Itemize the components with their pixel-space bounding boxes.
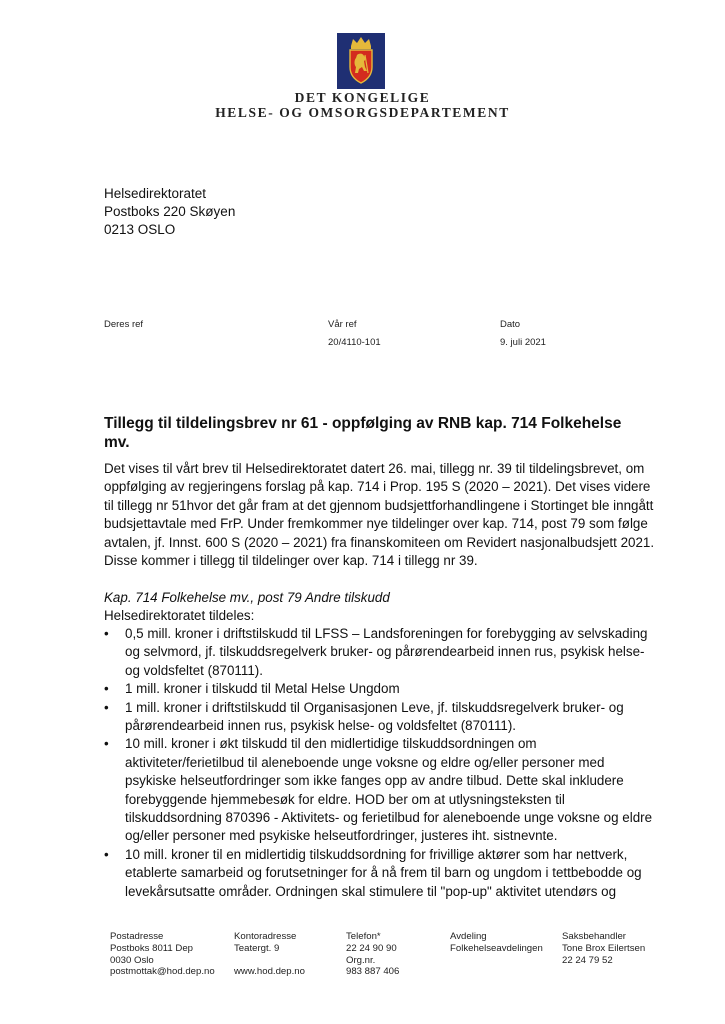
list-item-text: 10 mill. kroner til en midlertidig tilskuddsordning for frivillige aktører som har nettverk, etablerte samarbeid og forutsetninger for å nå frem til barn og ungdom i tettbebodde og levekårsutsatte områder. Ordningen skal stimulere til "pop-up" aktivitet utendørs og (125, 846, 642, 899)
section-heading: Kap. 714 Folkehelse mv., post 79 Andre tilskudd (104, 590, 390, 605)
footer-kontoradresse-label: Kontoradresse (234, 931, 297, 942)
footer-telefon-label: Telefon* (346, 931, 381, 942)
footer-postadresse (110, 931, 215, 978)
list-item-text: 0,5 mill. kroner i driftstilskudd til LFSS – Landsforeningen for forebygging av selvskading og selvmord, jf. tilskuddsregelverk bruker- og pårørendearbeid innen rus, psykisk helse- og voldsfeltet (870111). (125, 626, 648, 678)
list-item (104, 699, 656, 736)
bullet-icon: • (104, 626, 109, 641)
intro-paragraph: Det vises til vårt brev til Helsedirektoratet datert 26. mai, tillegg nr. 39 til tildelingsbrevet, om oppfølging av regjeringens forslag på kap. 714 i Prop. 195 S (2020 – 2021). Det vises videre til tillegg nr 51hvor det går fram at det gjennom budsjettforhandlingene i Stortinget ble inngått budsjettavtale med FrP. Under fremkommer nye tildelinger over kap. 714, post 79 som følge avtalen, jf. Innst. 600 S (2020 – 2021) fra finanskomiteen om Revidert nasjonalbudsjett 2021. Disse kommer i tillegg til tildelinger over kap. 714 i tillegg nr 39. (104, 461, 655, 569)
footer-avdeling-label: Avdeling (450, 931, 487, 942)
list-item-text: 10 mill. kroner i økt tilskudd til den midlertidige tilskuddsordningen om aktiviteter/ferietilbud til aleneboende unge voksne og eldre og/eller personer med psykiske helseutfordringer som ikke fanges opp av andre tilbud. Dette skal inkludere forebyggende hjemmebesøk for eldre. HOD ber om at utlysningsteksten til tilskuddsordning 870396 - Aktivitets- og ferietilbud for aleneboende unge voksne og eldre og/eller personer med psykiske helseutfordringer, justeres iht. sistnevnte. (125, 736, 653, 844)
footer-postboks: Postboks 8011 Dep (110, 942, 194, 954)
footer-street: Teatergt. 9 (234, 942, 280, 954)
footer-email-link[interactable]: postmottak@hod.dep.no (110, 966, 215, 978)
deres-ref-label: Deres ref (104, 319, 144, 330)
letter-title: Tillegg til tildelingsbrev nr 61 - oppfølging av RNB kap. 714 Folkehelse mv. (104, 415, 622, 451)
footer-saksbehandler (562, 931, 645, 966)
dato-value: 9. juli 2021 (500, 337, 546, 348)
footer-telefon (346, 931, 399, 978)
list-item (104, 680, 656, 698)
recipient-city: 0213 OSLO (104, 222, 176, 237)
list-item (104, 846, 656, 901)
footer-saksbehandler-phone: 22 24 79 52 (562, 954, 613, 966)
recipient-name: Helsedirektoratet (104, 186, 207, 201)
section-lead: Helsedirektoratet tildeles: (104, 608, 255, 623)
list-item (104, 735, 656, 845)
recipient-address: Postboks 220 Skøyen (104, 204, 236, 219)
footer-avdeling-value: Folkehelseavdelingen (450, 942, 543, 954)
list-item-text: 1 mill. kroner i driftstilskudd til Organisasjonen Leve, jf. tilskuddsregelverk bruker- og pårørendearbeid innen rus, psykisk helse- og voldsfeltet (870111). (125, 699, 624, 734)
var-ref-label: Vår ref (328, 319, 357, 330)
bullet-icon: • (104, 846, 109, 862)
bullet-icon: • (104, 736, 109, 752)
norwegian-coat-of-arms-icon (337, 33, 385, 89)
footer-saksbehandler-label: Saksbehandler (562, 931, 627, 942)
bullet-icon: • (104, 681, 109, 697)
bullet-icon: • (104, 699, 109, 715)
footer-website-link[interactable]: www.hod.dep.no (234, 966, 305, 978)
var-ref-value: 20/4110-101 (328, 337, 381, 348)
footer-kontoradresse (234, 931, 305, 978)
footer-avdeling (450, 931, 543, 955)
allocation-list (104, 625, 656, 901)
list-item (104, 625, 656, 680)
department-name-line2: HELSE- OG OMSORGSDEPARTEMENT (215, 105, 510, 120)
list-item-text: 1 mill. kroner i tilskudd til Metal Helse Ungdom (125, 681, 400, 697)
footer-postnummer: 0030 Oslo (110, 954, 154, 966)
footer-orgnr-label: Org.nr. (346, 954, 376, 966)
footer-saksbehandler-name: Tone Brox Eilertsen (562, 942, 646, 954)
footer-postadresse-label: Postadresse (110, 931, 164, 942)
dato-label: Dato (500, 319, 521, 330)
department-name-line1: DET KONGELIGE (294, 90, 431, 105)
footer-orgnr-value: 983 887 406 (346, 966, 400, 978)
footer-telefon-number: 22 24 90 90 (346, 942, 397, 954)
